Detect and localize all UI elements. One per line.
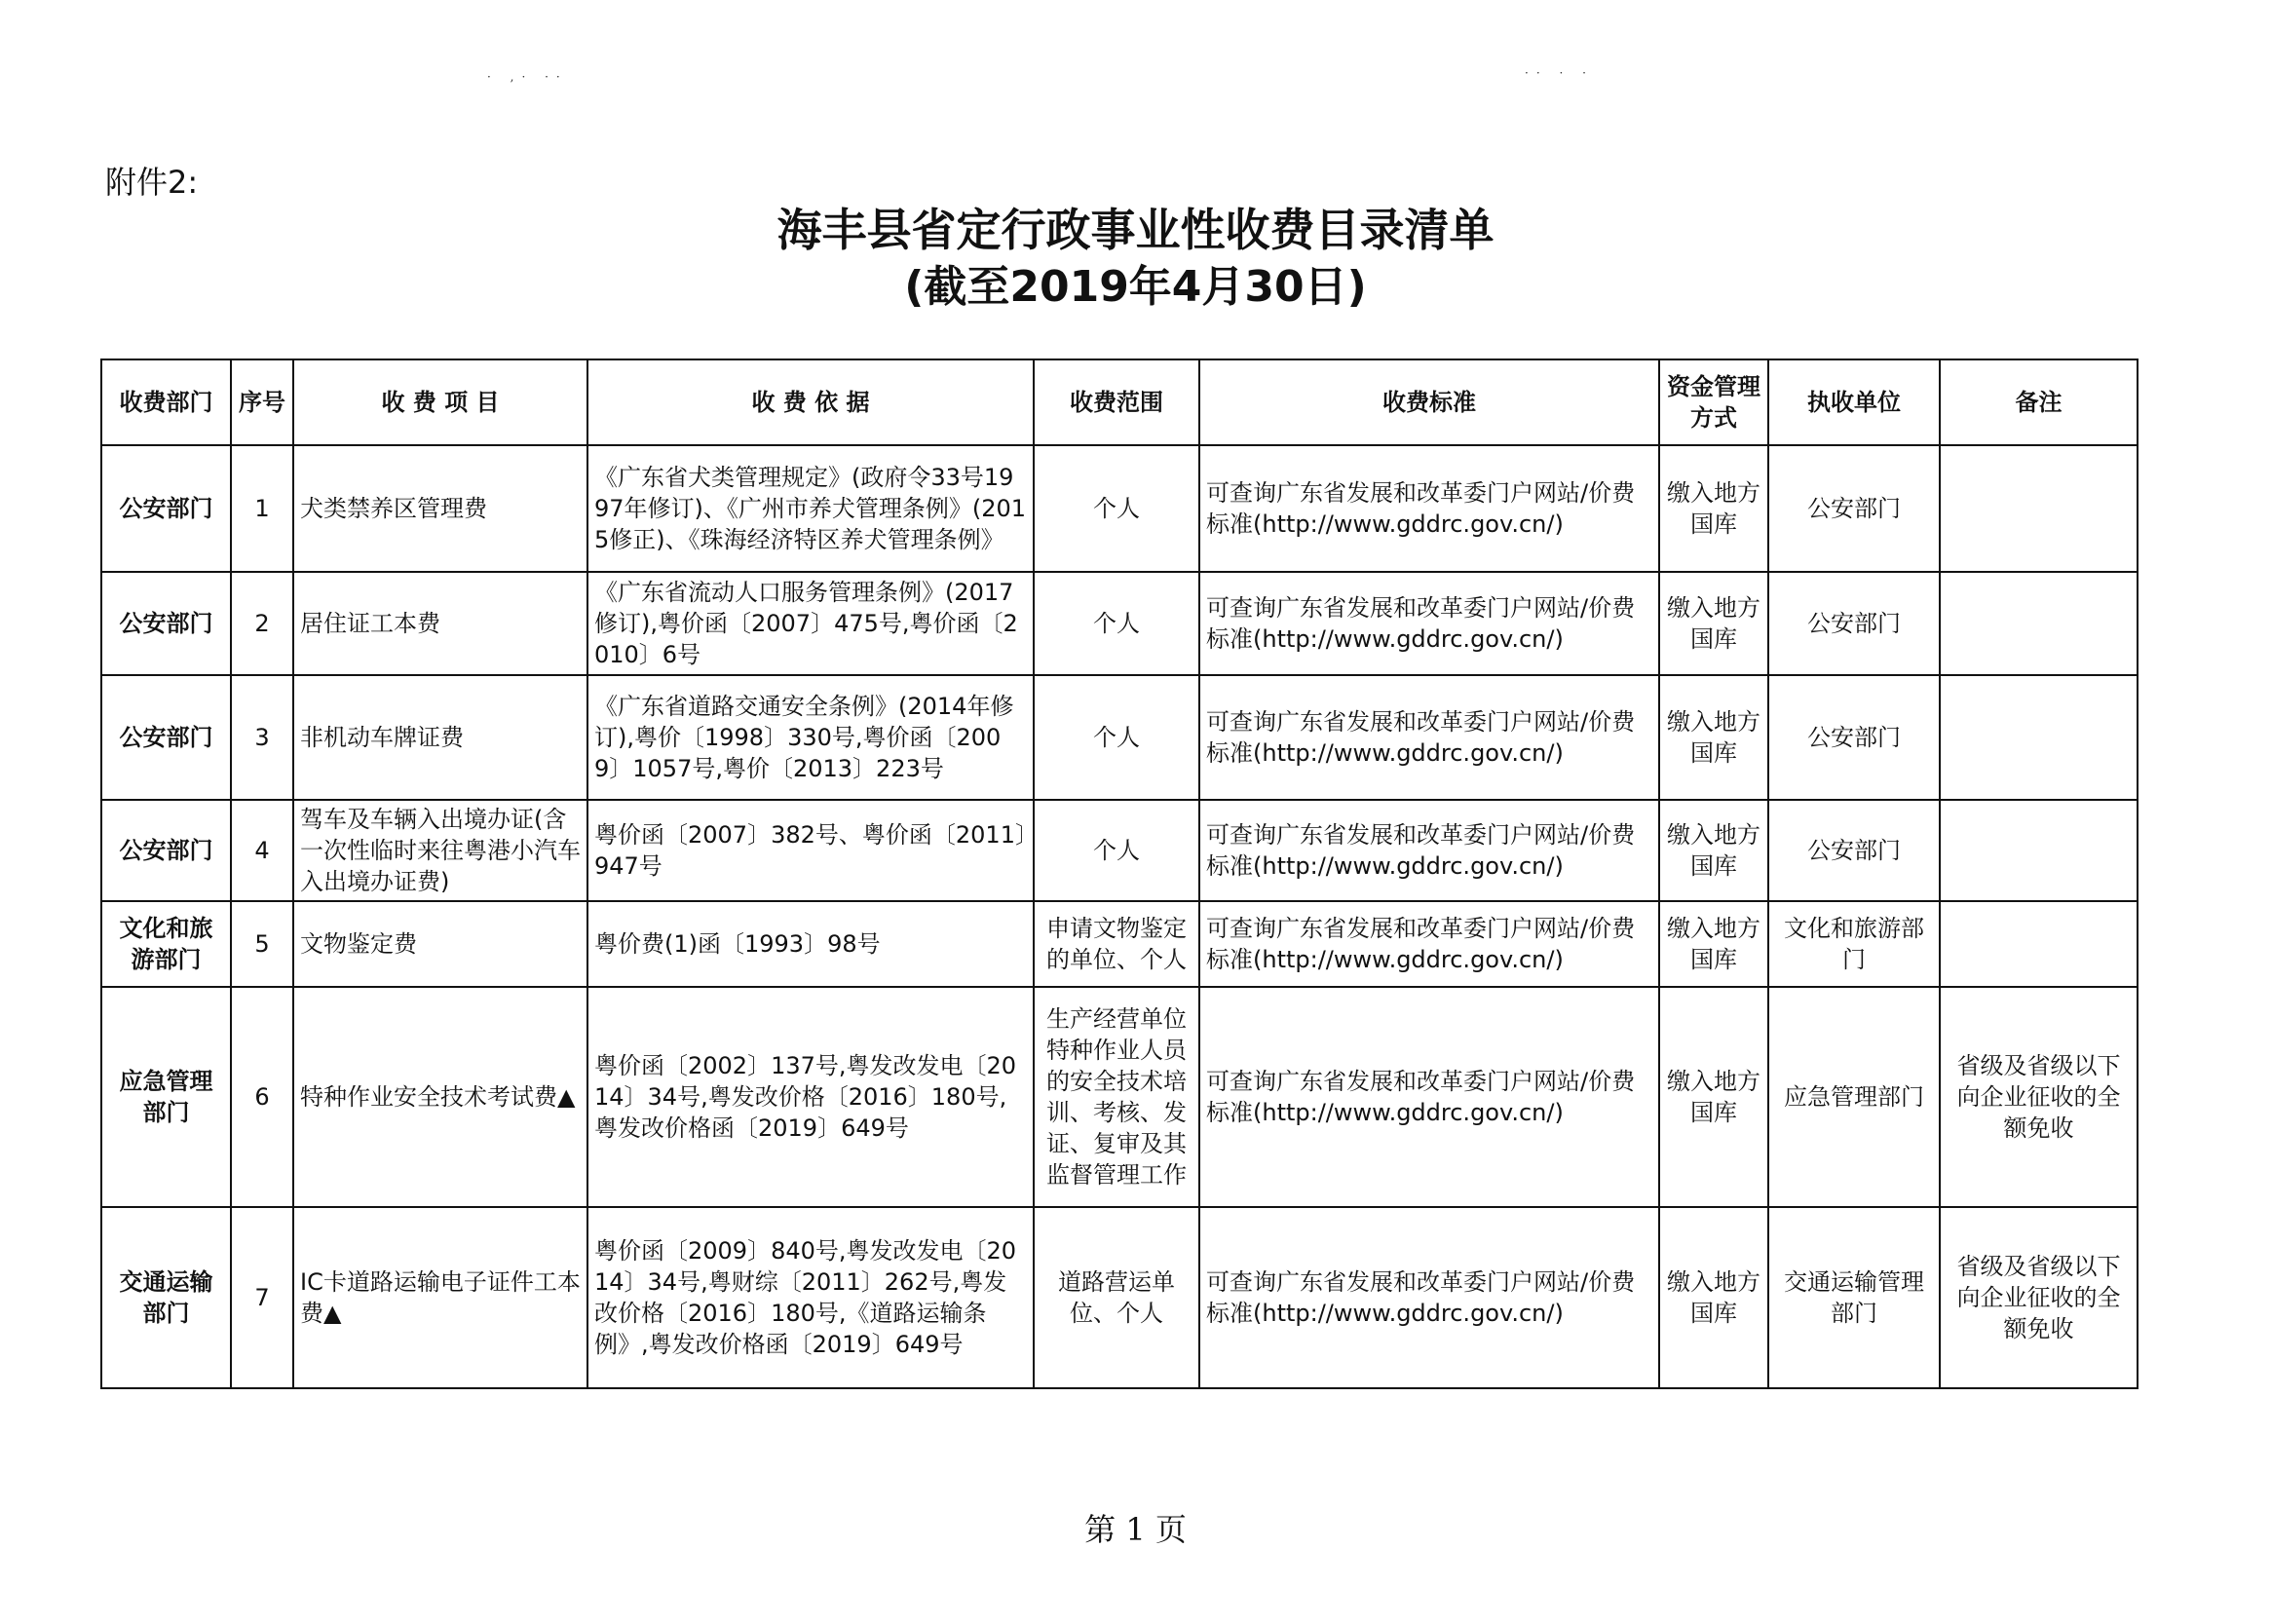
table-row [101, 445, 2138, 572]
cell-fund: 缴入地方国库 [1659, 987, 1768, 1207]
cell-basis: 《广东省流动人口服务管理条例》(2017修订),粤价函〔2007〕475号,粤价函〔2010〕6号 [587, 572, 1034, 675]
column-header: 资金管理方式 [1659, 359, 1768, 445]
scan-artifact-left: · ,· ·· [487, 70, 568, 84]
cell-scope: 个人 [1034, 572, 1199, 675]
cell-item: 文物鉴定费 [293, 901, 587, 987]
cell-basis: 《广东省道路交通安全条例》(2014年修订),粤价〔1998〕330号,粤价函〔2009〕1057号,粤价〔2013〕223号 [587, 675, 1034, 800]
cell-unit: 交通运输管理部门 [1768, 1207, 1940, 1388]
cell-seq: 3 [231, 675, 293, 800]
cell-unit: 公安部门 [1768, 445, 1940, 572]
page-subtitle: (截至2019年4月30日) [904, 262, 1367, 312]
table-row [101, 800, 2138, 901]
cell-item: 居住证工本费 [293, 572, 587, 675]
column-header: 收 费 项 目 [293, 359, 587, 445]
column-header: 备注 [1940, 359, 2138, 445]
cell-basis: 粤价函〔2007〕382号、粤价函〔2011〕947号 [587, 800, 1034, 901]
fee-table [100, 359, 2139, 1389]
cell-item: 特种作业安全技术考试费▲ [293, 987, 587, 1207]
cell-seq: 5 [231, 901, 293, 987]
cell-item: IC卡道路运输电子证件工本费▲ [293, 1207, 587, 1388]
column-header: 收费标准 [1199, 359, 1659, 445]
cell-scope: 个人 [1034, 675, 1199, 800]
scan-artifact-right: ·· · · [1525, 66, 1594, 80]
column-header: 执收单位 [1768, 359, 1940, 445]
cell-fund: 缴入地方国库 [1659, 675, 1768, 800]
cell-dept: 公安部门 [101, 572, 231, 675]
cell-basis: 粤价函〔2002〕137号,粤发改发电〔2014〕34号,粤发改价格〔2016〕180号,粤发改价格函〔2019〕649号 [587, 987, 1034, 1207]
cell-dept: 文化和旅游部门 [101, 901, 231, 987]
column-header: 收 费 依 据 [587, 359, 1034, 445]
cell-standard: 可查询广东省发展和改革委门户网站/价费标准(http://www.gddrc.gov.cn/) [1199, 572, 1659, 675]
cell-item: 驾车及车辆入出境办证(含一次性临时来往粤港小汽车入出境办证费) [293, 800, 587, 901]
cell-fund: 缴入地方国库 [1659, 572, 1768, 675]
cell-fund: 缴入地方国库 [1659, 901, 1768, 987]
column-header: 收费范围 [1034, 359, 1199, 445]
cell-basis: 粤价费(1)函〔1993〕98号 [587, 901, 1034, 987]
table-row [101, 901, 2138, 987]
cell-basis: 粤价函〔2009〕840号,粤发改发电〔2014〕34号,粤财综〔2011〕262号,粤发改价格〔2016〕180号,《道路运输条例》,粤发改价格函〔2019〕649号 [587, 1207, 1034, 1388]
cell-remark [1940, 675, 2138, 800]
table-header-row [101, 359, 2138, 445]
cell-standard: 可查询广东省发展和改革委门户网站/价费标准(http://www.gddrc.gov.cn/) [1199, 800, 1659, 901]
cell-fund: 缴入地方国库 [1659, 445, 1768, 572]
cell-seq: 4 [231, 800, 293, 901]
cell-remark: 省级及省级以下向企业征收的全额免收 [1940, 1207, 2138, 1388]
cell-seq: 2 [231, 572, 293, 675]
attachment-label: 附件2: [105, 164, 199, 201]
cell-fund: 缴入地方国库 [1659, 800, 1768, 901]
column-header: 序号 [231, 359, 293, 445]
cell-unit: 公安部门 [1768, 675, 1940, 800]
page-number: 第 1 页 [1084, 1511, 1187, 1548]
cell-fund: 缴入地方国库 [1659, 1207, 1768, 1388]
cell-standard: 可查询广东省发展和改革委门户网站/价费标准(http://www.gddrc.gov.cn/) [1199, 987, 1659, 1207]
cell-scope: 生产经营单位特种作业人员的安全技术培训、考核、发证、复审及其监督管理工作 [1034, 987, 1199, 1207]
cell-remark: 省级及省级以下向企业征收的全额免收 [1940, 987, 2138, 1207]
cell-standard: 可查询广东省发展和改革委门户网站/价费标准(http://www.gddrc.gov.cn/) [1199, 675, 1659, 800]
cell-standard: 可查询广东省发展和改革委门户网站/价费标准(http://www.gddrc.gov.cn/) [1199, 445, 1659, 572]
table-row [101, 1207, 2138, 1388]
cell-dept: 公安部门 [101, 675, 231, 800]
cell-seq: 7 [231, 1207, 293, 1388]
cell-remark [1940, 901, 2138, 987]
cell-unit: 文化和旅游部门 [1768, 901, 1940, 987]
cell-scope: 个人 [1034, 800, 1199, 901]
cell-dept: 公安部门 [101, 800, 231, 901]
page-title: 海丰县省定行政事业性收费目录清单 [776, 204, 1495, 256]
cell-scope: 个人 [1034, 445, 1199, 572]
table-row [101, 987, 2138, 1207]
cell-dept: 公安部门 [101, 445, 231, 572]
cell-dept: 交通运输部门 [101, 1207, 231, 1388]
cell-standard: 可查询广东省发展和改革委门户网站/价费标准(http://www.gddrc.gov.cn/) [1199, 901, 1659, 987]
table-row [101, 572, 2138, 675]
cell-item: 非机动车牌证费 [293, 675, 587, 800]
cell-dept: 应急管理部门 [101, 987, 231, 1207]
cell-basis: 《广东省犬类管理规定》(政府令33号1997年修订)、《广州市养犬管理条例》(2015修正)、《珠海经济特区养犬管理条例》 [587, 445, 1034, 572]
cell-standard: 可查询广东省发展和改革委门户网站/价费标准(http://www.gddrc.gov.cn/) [1199, 1207, 1659, 1388]
cell-unit: 公安部门 [1768, 572, 1940, 675]
cell-unit: 公安部门 [1768, 800, 1940, 901]
cell-scope: 申请文物鉴定的单位、个人 [1034, 901, 1199, 987]
cell-remark [1940, 572, 2138, 675]
cell-scope: 道路营运单位、个人 [1034, 1207, 1199, 1388]
table-row [101, 675, 2138, 800]
cell-seq: 6 [231, 987, 293, 1207]
cell-seq: 1 [231, 445, 293, 572]
cell-remark [1940, 800, 2138, 901]
cell-item: 犬类禁养区管理费 [293, 445, 587, 572]
cell-remark [1940, 445, 2138, 572]
column-header: 收费部门 [101, 359, 231, 445]
cell-unit: 应急管理部门 [1768, 987, 1940, 1207]
